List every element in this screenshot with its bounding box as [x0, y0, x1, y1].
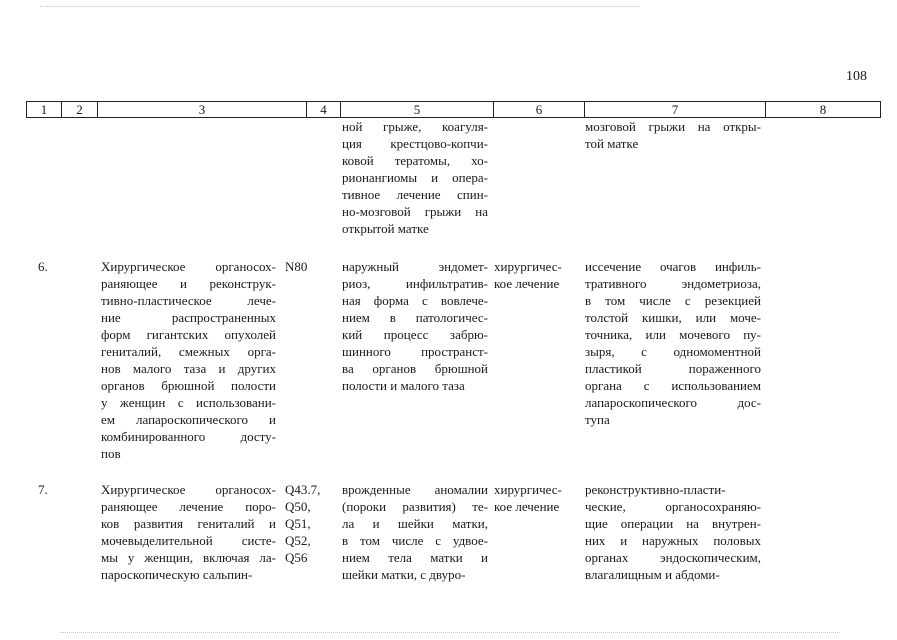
- cell-line: Q52,: [285, 533, 311, 548]
- cell-line: врожденные аномалии: [342, 482, 488, 497]
- cell-line: ков развития гениталий и: [101, 516, 276, 531]
- cell-line: гениталий, смежных орга-: [101, 344, 276, 359]
- cell-line: (пороки развития) те-: [342, 499, 488, 514]
- header-col-5: 5: [341, 102, 494, 117]
- row-1-col5: [342, 118, 488, 237]
- cell-line: щие операции на внутрен-: [585, 516, 761, 531]
- cell-line: ва органов брюшной: [342, 361, 488, 376]
- cell-line: Q50,: [285, 499, 311, 514]
- scan-edge-top: [40, 6, 640, 7]
- cell-line: N80: [285, 259, 308, 274]
- header-col-8: 8: [819, 102, 827, 117]
- header-col-4: 4: [307, 102, 341, 117]
- cell-line: пов: [101, 446, 121, 461]
- cell-line: риоз, инфильтратив-: [342, 276, 488, 291]
- cell-line: в том числе с удвое-: [342, 533, 488, 548]
- cell-line: хирургичес-: [494, 259, 562, 274]
- cell-line: нием в патологичес-: [342, 310, 488, 325]
- cell-line: нов малого таза и других: [101, 361, 276, 376]
- page-number: 108: [846, 69, 867, 84]
- row-3-col3: [101, 481, 276, 583]
- cell-line: ем лапароскопического и: [101, 412, 276, 427]
- row-2-col6: [494, 258, 578, 292]
- header-col-2: 2: [62, 102, 98, 117]
- cell-line: комбинированного досту-: [101, 429, 276, 444]
- cell-line: наружный эндомет-: [342, 259, 488, 274]
- cell-line: ла и шейки матки,: [342, 516, 488, 531]
- cell-line: органов брюшной полости: [101, 378, 276, 393]
- cell-line: органа с использованием: [585, 378, 761, 393]
- cell-line: нием тела матки и: [342, 550, 488, 565]
- cell-line: мочевыделительной систе-: [101, 533, 276, 548]
- cell-line: Q56: [285, 550, 308, 565]
- row-2-col1: 6.: [38, 259, 48, 274]
- header-col-6: 6: [494, 102, 585, 117]
- cell-line: иссечение очагов инфиль-: [585, 259, 761, 274]
- cell-line: кое лечение: [494, 276, 560, 291]
- cell-line: ковой тератомы, хо-: [342, 153, 488, 168]
- cell-line: полости и малого таза: [342, 378, 465, 393]
- cell-line: пароскопическую сальпин-: [101, 567, 253, 582]
- cell-line: ческие, органосохраняю-: [585, 499, 761, 514]
- cell-line: Хирургическое органосох-: [101, 259, 276, 274]
- cell-line: пластикой пораженного: [585, 361, 761, 376]
- cell-line: раняющее и реконструк-: [101, 276, 276, 291]
- cell-line: точника, или мочевого пу-: [585, 327, 761, 342]
- row-2-col4: [285, 258, 329, 275]
- row-1-col7: [585, 118, 761, 152]
- cell-line: но-мозговой грыжи на: [342, 204, 488, 219]
- row-2-col3: [101, 258, 276, 462]
- cell-line: ная форма с вовлече-: [342, 293, 488, 308]
- cell-line: шейки матки, с двуро-: [342, 567, 466, 582]
- cell-line: у женщин с использовани-: [101, 395, 276, 410]
- row-3-col1: 7.: [38, 482, 48, 497]
- cell-line: Хирургическое органосох-: [101, 482, 276, 497]
- cell-line: толстой кишки, или моче-: [585, 310, 761, 325]
- row-3-col7: [585, 481, 761, 583]
- scan-edge-bottom: [60, 632, 840, 633]
- row-2-col5: [342, 258, 488, 394]
- cell-line: кое лечение: [494, 499, 560, 514]
- cell-line: открытой матке: [342, 221, 429, 236]
- cell-line: ние распространенных: [101, 310, 276, 325]
- cell-line: раняющее лечение поро-: [101, 499, 276, 514]
- cell-line: шинного пространст-: [342, 344, 488, 359]
- cell-line: влагалищным и абдоми-: [585, 567, 720, 582]
- cell-line: тивно-пластическое лече-: [101, 293, 276, 308]
- cell-line: той матке: [585, 136, 639, 151]
- cell-line: ция крестцово-копчи-: [342, 136, 488, 151]
- header-col-1: 1: [27, 102, 62, 117]
- cell-line: рионангиомы и опера-: [342, 170, 488, 185]
- cell-line: реконструктивно-пласти-: [585, 482, 726, 497]
- cell-line: тупа: [585, 412, 610, 427]
- cell-line: Q43.7,: [285, 482, 321, 497]
- row-3-col6: [494, 481, 578, 515]
- cell-line: тивное лечение спин-: [342, 187, 488, 202]
- cell-line: кий процесс забрю-: [342, 327, 488, 342]
- cell-line: тративного эндометриоза,: [585, 276, 761, 291]
- cell-line: мозговой грыжи на откры-: [585, 119, 761, 134]
- row-3-col5: [342, 481, 488, 583]
- header-col-3: 3: [98, 102, 307, 117]
- row-3-col4: [285, 481, 329, 566]
- row-2-col7: [585, 258, 761, 428]
- cell-line: форм гигантских опухолей: [101, 327, 276, 342]
- cell-line: ной грыже, коагуля-: [342, 119, 488, 134]
- cell-line: хирургичес-: [494, 482, 562, 497]
- cell-line: органах эндоскопическим,: [585, 550, 761, 565]
- cell-line: мы у женщин, включая ла-: [101, 550, 276, 565]
- cell-line: зыря, с одномоментной: [585, 344, 761, 359]
- cell-line: лапароскопического дос-: [585, 395, 761, 410]
- header-col-7: 7: [585, 102, 766, 117]
- table-header-row: [26, 101, 881, 118]
- cell-line: них и наружных половых: [585, 533, 761, 548]
- cell-line: в том числе с резекцией: [585, 293, 761, 308]
- cell-line: Q51,: [285, 516, 311, 531]
